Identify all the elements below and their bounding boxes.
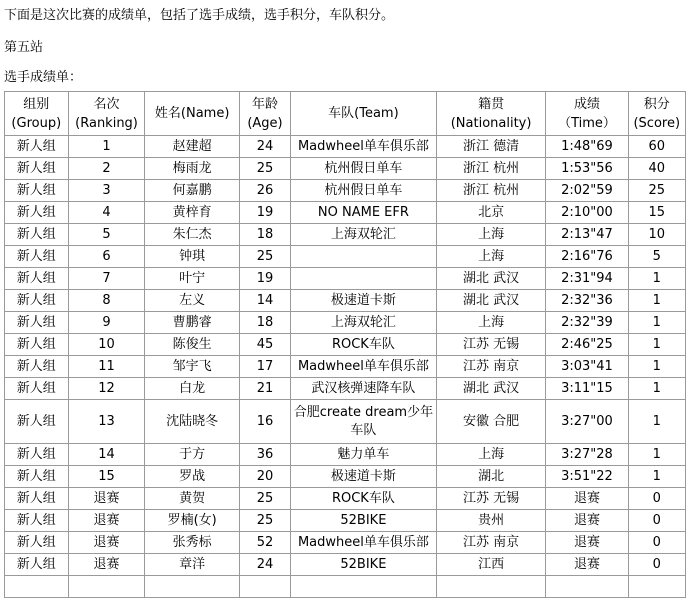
cell-age: 26 xyxy=(239,180,290,202)
cell-score: 0 xyxy=(628,488,686,510)
table-row xyxy=(5,466,686,488)
cell-time: 1:48"69 xyxy=(546,136,628,158)
cell-nationality: 上海 xyxy=(436,312,546,334)
cell-name: 曹鹏睿 xyxy=(145,312,239,334)
cell-team: Madwheel单车俱乐部 xyxy=(291,356,437,378)
cell-group: 新人组 xyxy=(5,334,69,356)
cell-rank: 14 xyxy=(68,444,145,466)
cell-age: 25 xyxy=(239,158,290,180)
cell-score: 1 xyxy=(628,444,686,466)
cell-time: 1:53"56 xyxy=(546,158,628,180)
cell-team xyxy=(291,268,437,290)
cell-age: 52 xyxy=(239,532,290,554)
cell-team xyxy=(291,246,437,268)
cell-score: 60 xyxy=(628,136,686,158)
cell-age: 17 xyxy=(239,356,290,378)
header-age: 年龄 (Age) xyxy=(239,92,290,136)
cell-rank: 8 xyxy=(68,290,145,312)
cell-age: 19 xyxy=(239,202,290,224)
cell-group: 新人组 xyxy=(5,554,69,576)
cell-time: 2:16"76 xyxy=(546,246,628,268)
cell-score: 40 xyxy=(628,158,686,180)
intro-text: 下面是这次比赛的成绩单，包括了选手成绩，选手积分，车队积分。 xyxy=(4,8,395,23)
table-row xyxy=(5,268,686,290)
cell-time: 2:02"59 xyxy=(546,180,628,202)
cell-empty xyxy=(68,576,145,598)
cell-group: 新人组 xyxy=(5,312,69,334)
header-time: 成绩 （Time） xyxy=(546,92,628,136)
cell-name: 黄贺 xyxy=(145,488,239,510)
cell-time: 3:51"22 xyxy=(546,466,628,488)
cell-team: Madwheel单车俱乐部 xyxy=(291,532,437,554)
cell-team: 52BIKE xyxy=(291,554,437,576)
cell-team: 52BIKE xyxy=(291,510,437,532)
cell-score: 1 xyxy=(628,290,686,312)
cell-rank: 2 xyxy=(68,158,145,180)
cell-nationality: 江苏 南京 xyxy=(436,532,546,554)
cell-score: 25 xyxy=(628,180,686,202)
cell-name: 罗楠(女) xyxy=(145,510,239,532)
cell-name: 钟琪 xyxy=(145,246,239,268)
cell-team: ROCK车队 xyxy=(291,488,437,510)
cell-team: Madwheel单车俱乐部 xyxy=(291,136,437,158)
cell-name: 邹宇飞 xyxy=(145,356,239,378)
cell-empty xyxy=(291,576,437,598)
cell-name: 梅雨龙 xyxy=(145,158,239,180)
cell-empty xyxy=(436,576,546,598)
cell-team: 极速道卡斯 xyxy=(291,466,437,488)
cell-time: 2:46"25 xyxy=(546,334,628,356)
header-ranking: 名次 (Ranking) xyxy=(68,92,145,136)
cell-group: 新人组 xyxy=(5,290,69,312)
cell-score: 1 xyxy=(628,268,686,290)
cell-nationality: 江苏 南京 xyxy=(436,356,546,378)
cell-group: 新人组 xyxy=(5,202,69,224)
cell-team: 武汉核弹速降车队 xyxy=(291,378,437,400)
cell-rank: 5 xyxy=(68,224,145,246)
cell-group: 新人组 xyxy=(5,532,69,554)
cell-rank: 4 xyxy=(68,202,145,224)
cell-group: 新人组 xyxy=(5,400,69,444)
cell-team: 杭州假日单车 xyxy=(291,158,437,180)
cell-team: 上海双轮汇 xyxy=(291,312,437,334)
cell-age: 14 xyxy=(239,290,290,312)
cell-name: 何嘉鹏 xyxy=(145,180,239,202)
table-row xyxy=(5,180,686,202)
cell-age: 19 xyxy=(239,268,290,290)
cell-name: 赵建超 xyxy=(145,136,239,158)
table-row xyxy=(5,246,686,268)
cell-age: 18 xyxy=(239,224,290,246)
cell-score: 1 xyxy=(628,312,686,334)
table-row xyxy=(5,356,686,378)
table-row xyxy=(5,510,686,532)
cell-nationality: 湖北 武汉 xyxy=(436,290,546,312)
cell-empty xyxy=(628,576,686,598)
cell-rank: 13 xyxy=(68,400,145,444)
table-row xyxy=(5,444,686,466)
cell-nationality: 北京 xyxy=(436,202,546,224)
header-team: 车队(Team) xyxy=(291,92,437,136)
cell-rank: 1 xyxy=(68,136,145,158)
cell-score: 1 xyxy=(628,356,686,378)
cell-rank: 退赛 xyxy=(68,488,145,510)
cell-rank: 退赛 xyxy=(68,554,145,576)
cell-time: 3:11"15 xyxy=(546,378,628,400)
cell-name: 于方 xyxy=(145,444,239,466)
cell-nationality: 浙江 德清 xyxy=(436,136,546,158)
results-table xyxy=(4,91,686,598)
cell-team: 上海双轮汇 xyxy=(291,224,437,246)
cell-age: 24 xyxy=(239,554,290,576)
cell-group: 新人组 xyxy=(5,246,69,268)
cell-group: 新人组 xyxy=(5,356,69,378)
cell-nationality: 贵州 xyxy=(436,510,546,532)
cell-nationality: 江苏 无锡 xyxy=(436,334,546,356)
cell-score: 1 xyxy=(628,466,686,488)
table-row xyxy=(5,400,686,444)
cell-group: 新人组 xyxy=(5,158,69,180)
cell-time: 退赛 xyxy=(546,488,628,510)
cell-nationality: 湖北 武汉 xyxy=(436,378,546,400)
header-group: 组别 (Group) xyxy=(5,92,69,136)
cell-team: 魅力单车 xyxy=(291,444,437,466)
cell-time: 2:32"39 xyxy=(546,312,628,334)
cell-age: 20 xyxy=(239,466,290,488)
cell-name: 沈陆晓冬 xyxy=(145,400,239,444)
cell-score: 0 xyxy=(628,554,686,576)
cell-time: 2:10"00 xyxy=(546,202,628,224)
cell-group: 新人组 xyxy=(5,444,69,466)
cell-nationality: 浙江 杭州 xyxy=(436,158,546,180)
cell-age: 45 xyxy=(239,334,290,356)
cell-name: 白龙 xyxy=(145,378,239,400)
cell-time: 退赛 xyxy=(546,532,628,554)
cell-time: 2:31"94 xyxy=(546,268,628,290)
cell-empty xyxy=(5,576,69,598)
cell-name: 罗战 xyxy=(145,466,239,488)
cell-time: 2:32"36 xyxy=(546,290,628,312)
cell-rank: 11 xyxy=(68,356,145,378)
cell-team: 极速道卡斯 xyxy=(291,290,437,312)
cell-age: 24 xyxy=(239,136,290,158)
cell-time: 3:03"41 xyxy=(546,356,628,378)
table-row xyxy=(5,334,686,356)
cell-rank: 7 xyxy=(68,268,145,290)
cell-empty xyxy=(145,576,239,598)
cell-name: 张秀标 xyxy=(145,532,239,554)
section-label: 选手成绩单： xyxy=(4,70,83,85)
cell-rank: 退赛 xyxy=(68,532,145,554)
cell-team: 合肥create dream少年车队 xyxy=(291,400,437,444)
cell-name: 叶宁 xyxy=(145,268,239,290)
cell-score: 0 xyxy=(628,532,686,554)
cell-rank: 6 xyxy=(68,246,145,268)
cell-rank: 退赛 xyxy=(68,510,145,532)
table-row xyxy=(5,312,686,334)
cell-nationality: 安徽 合肥 xyxy=(436,400,546,444)
cell-time: 退赛 xyxy=(546,554,628,576)
cell-score: 10 xyxy=(628,224,686,246)
table-row xyxy=(5,224,686,246)
header-nationality: 籍贯(Nationality) xyxy=(436,92,546,136)
cell-time: 3:27"28 xyxy=(546,444,628,466)
cell-score: 1 xyxy=(628,334,686,356)
cell-group: 新人组 xyxy=(5,268,69,290)
cell-group: 新人组 xyxy=(5,180,69,202)
cell-age: 21 xyxy=(239,378,290,400)
table-row xyxy=(5,378,686,400)
table-row xyxy=(5,158,686,180)
cell-name: 左义 xyxy=(145,290,239,312)
table-row xyxy=(5,554,686,576)
cell-score: 1 xyxy=(628,400,686,444)
cell-rank: 12 xyxy=(68,378,145,400)
cell-score: 5 xyxy=(628,246,686,268)
cell-group: 新人组 xyxy=(5,224,69,246)
cell-age: 25 xyxy=(239,488,290,510)
table-row xyxy=(5,488,686,510)
cell-group: 新人组 xyxy=(5,378,69,400)
table-row xyxy=(5,532,686,554)
cell-name: 朱仁杰 xyxy=(145,224,239,246)
cell-nationality: 上海 xyxy=(436,246,546,268)
cell-team: NO NAME EFR xyxy=(291,202,437,224)
cell-name: 黄梓育 xyxy=(145,202,239,224)
header-score: 积分 (Score) xyxy=(628,92,686,136)
cell-time: 退赛 xyxy=(546,510,628,532)
cell-nationality: 湖北 武汉 xyxy=(436,268,546,290)
table-row xyxy=(5,136,686,158)
cell-group: 新人组 xyxy=(5,488,69,510)
cell-age: 18 xyxy=(239,312,290,334)
cell-nationality: 浙江 杭州 xyxy=(436,180,546,202)
cell-rank: 15 xyxy=(68,466,145,488)
cell-rank: 10 xyxy=(68,334,145,356)
table-row xyxy=(5,290,686,312)
cell-age: 16 xyxy=(239,400,290,444)
table-header-row xyxy=(5,92,686,136)
cell-score: 15 xyxy=(628,202,686,224)
cell-empty xyxy=(546,576,628,598)
cell-nationality: 江苏 无锡 xyxy=(436,488,546,510)
stage-label: 第五站 xyxy=(4,40,44,55)
cell-team: 杭州假日单车 xyxy=(291,180,437,202)
cell-name: 章洋 xyxy=(145,554,239,576)
cell-group: 新人组 xyxy=(5,510,69,532)
cell-team: ROCK车队 xyxy=(291,334,437,356)
cell-age: 25 xyxy=(239,510,290,532)
cell-time: 2:13"47 xyxy=(546,224,628,246)
table-row xyxy=(5,202,686,224)
cell-nationality: 江西 xyxy=(436,554,546,576)
cell-score: 1 xyxy=(628,378,686,400)
cell-name: 陈俊生 xyxy=(145,334,239,356)
table-row-empty xyxy=(5,576,686,598)
cell-age: 36 xyxy=(239,444,290,466)
cell-empty xyxy=(239,576,290,598)
cell-nationality: 上海 xyxy=(436,224,546,246)
cell-rank: 3 xyxy=(68,180,145,202)
cell-time: 3:27"00 xyxy=(546,400,628,444)
cell-nationality: 上海 xyxy=(436,444,546,466)
cell-score: 0 xyxy=(628,510,686,532)
cell-age: 25 xyxy=(239,246,290,268)
cell-rank: 9 xyxy=(68,312,145,334)
cell-group: 新人组 xyxy=(5,466,69,488)
cell-nationality: 湖北 xyxy=(436,466,546,488)
cell-group: 新人组 xyxy=(5,136,69,158)
header-name: 姓名(Name) xyxy=(145,92,239,136)
